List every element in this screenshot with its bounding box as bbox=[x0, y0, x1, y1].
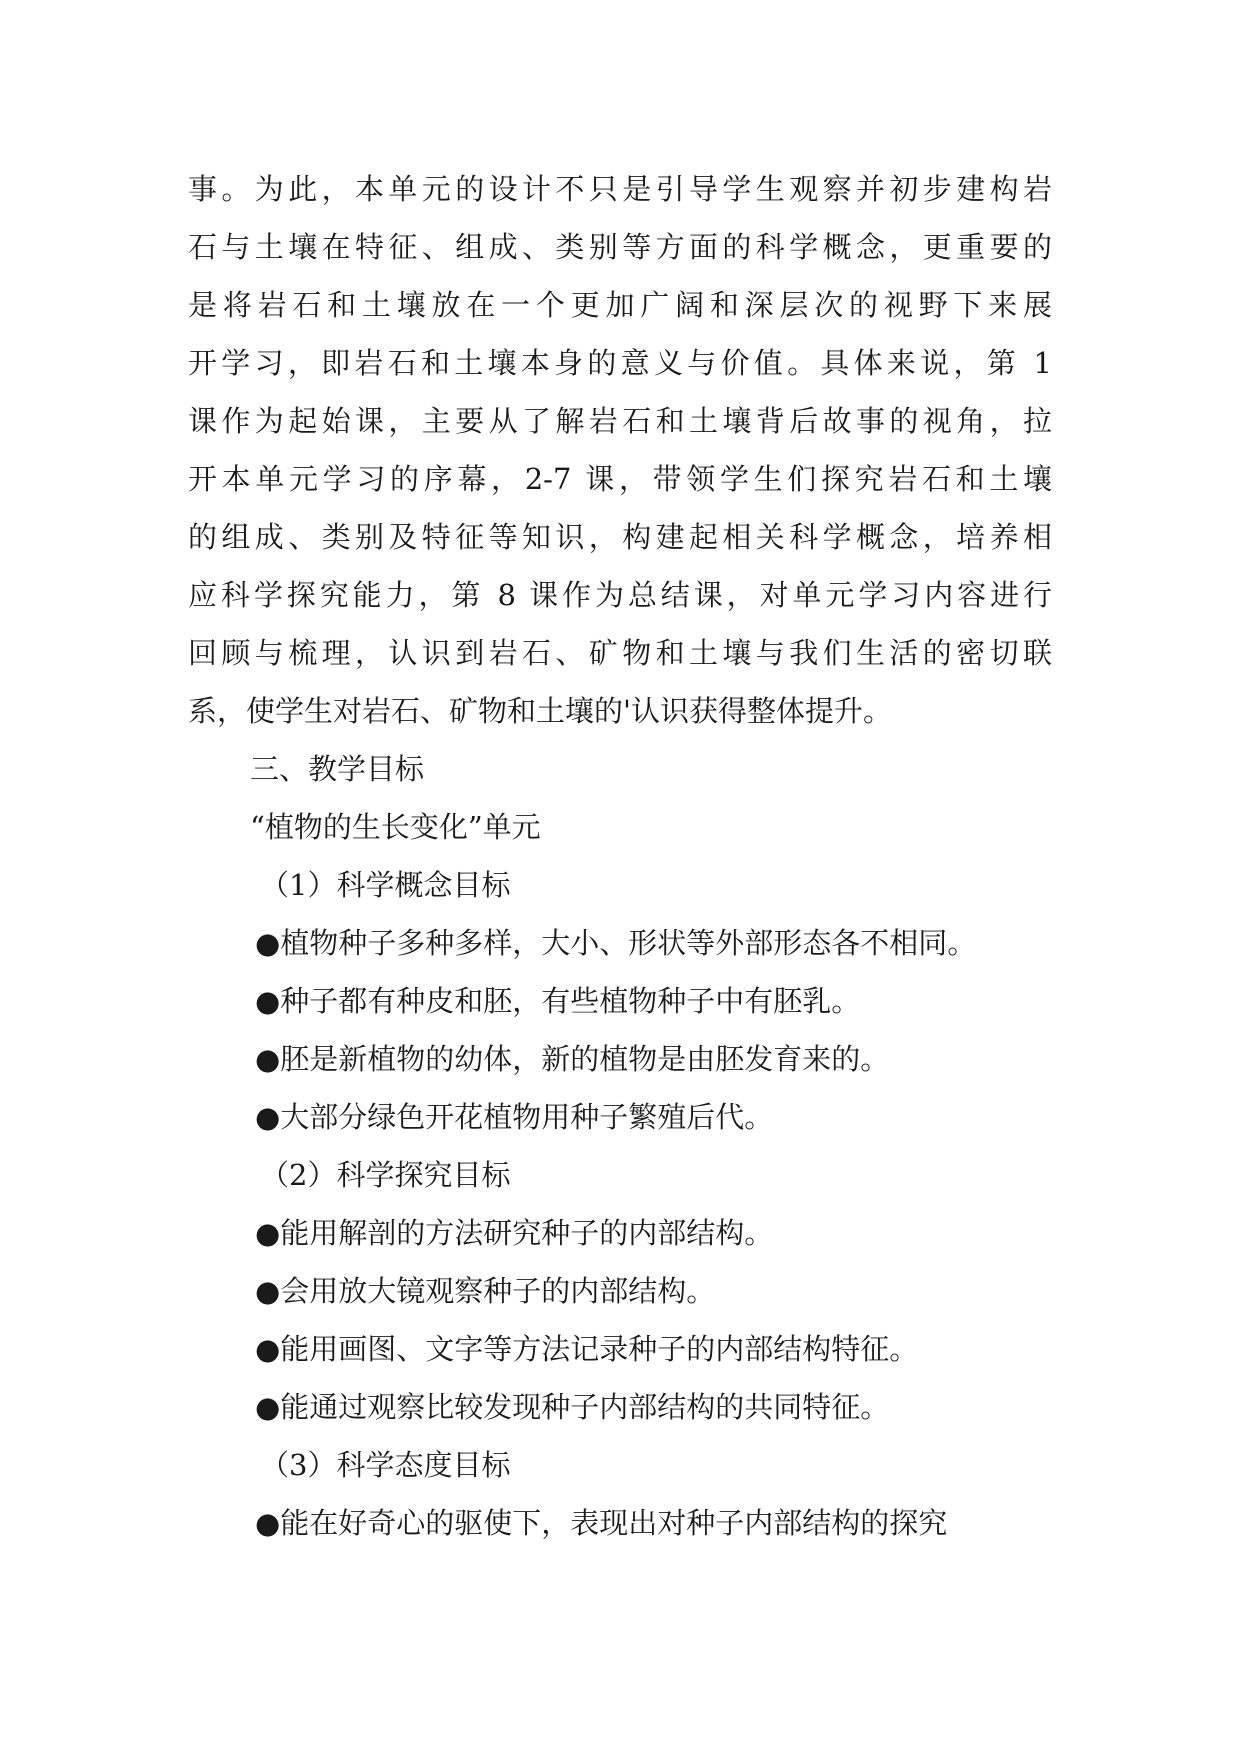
body-paragraph bbox=[188, 160, 1052, 740]
goal-item: ●植物种子多种多样，大小、形状等外部形态各不相同。 bbox=[255, 926, 977, 960]
goal-heading-concept: （1）科学概念目标 bbox=[260, 868, 511, 902]
goal-item: ●能通过观察比较发现种子内部结构的共同特征。 bbox=[255, 1390, 890, 1424]
goal-item: ●胚是新植物的幼体，新的植物是由胚发育来的。 bbox=[255, 1042, 890, 1076]
goal-item: ●能在好奇心的驱使下，表现出对种子内部结构的探究 bbox=[255, 1506, 948, 1540]
paragraph-line: 石与土壤在特征、组成、类别等方面的科学概念，更重要的 bbox=[188, 230, 1052, 264]
paragraph-last-line: 系，使学生对岩石、矿物和土壤的'认识获得整体提升。 bbox=[188, 694, 892, 728]
paragraph-line: 的组成、类别及特征等知识，构建起相关科学概念，培养相 bbox=[188, 520, 1052, 554]
paragraph-line: 事。为此，本单元的设计不只是引导学生观察并初步建构岩 bbox=[188, 172, 1052, 206]
goal-heading-inquiry: （2）科学探究目标 bbox=[260, 1158, 511, 1192]
paragraph-line: 开本单元学习的序幕，2-7 课，带领学生们探究岩石和土壤 bbox=[188, 462, 1052, 496]
paragraph-line: 开学习，即岩石和土壤本身的意义与价值。具体来说，第 1 bbox=[188, 346, 1052, 380]
goal-item: ●能用解剖的方法研究种子的内部结构。 bbox=[255, 1216, 774, 1250]
goal-item: ●能用画图、文字等方法记录种子的内部结构特征。 bbox=[255, 1332, 919, 1366]
goal-item: ●大部分绿色开花植物用种子繁殖后代。 bbox=[255, 1100, 774, 1134]
paragraph-line: 应科学探究能力，第 8 课作为总结课，对单元学习内容进行 bbox=[188, 578, 1052, 612]
paragraph-line: 课作为起始课，主要从了解岩石和土壤背后故事的视角，拉 bbox=[188, 404, 1052, 438]
goal-item: ●会用放大镜观察种子的内部结构。 bbox=[255, 1274, 716, 1308]
paragraph-line: 回顾与梳理，认识到岩石、矿物和土壤与我们生活的密切联 bbox=[188, 636, 1052, 670]
goal-heading-attitude: （3）科学态度目标 bbox=[260, 1448, 511, 1482]
goal-item: ●种子都有种皮和胚，有些植物种子中有胚乳。 bbox=[255, 984, 861, 1018]
paragraph-line: 是将岩石和土壤放在一个更加广阔和深层次的视野下来展 bbox=[188, 288, 1052, 322]
section-heading: 三、教学目标 bbox=[250, 752, 425, 786]
unit-title: “植物的生长变化”单元 bbox=[250, 810, 541, 844]
